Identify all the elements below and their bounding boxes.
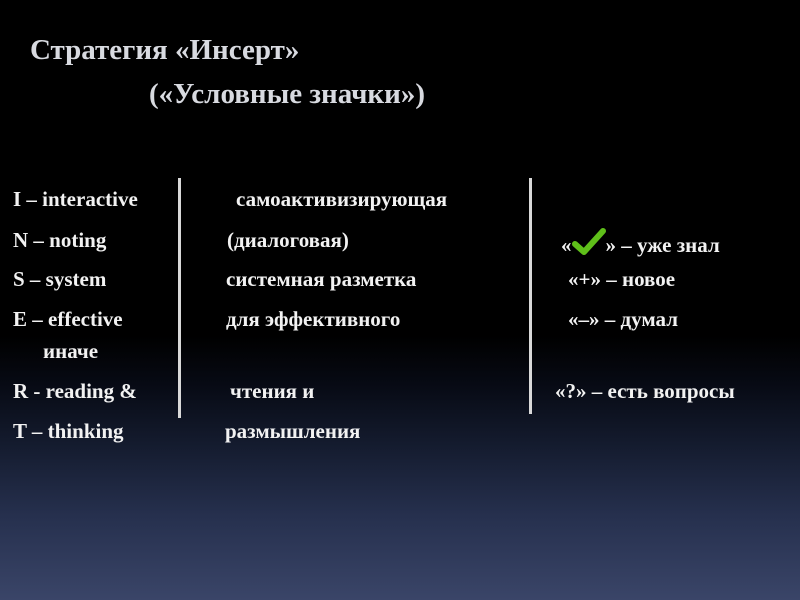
column-divider-left <box>178 178 181 418</box>
translation-4: для эффективного <box>226 307 401 331</box>
acronym-i: I – interactive <box>13 187 138 211</box>
acronym-e-continued: иначе <box>43 339 99 363</box>
acronym-s: S – system <box>13 267 107 291</box>
symbol-thought: «–» – думал <box>568 307 678 331</box>
acronym-t: T – thinking <box>13 419 124 443</box>
acronym-r: R - reading & <box>13 379 137 403</box>
translation-5: чтения и <box>230 379 315 403</box>
translation-2: (диалоговая) <box>227 228 349 252</box>
symbol-known-text: » – уже знал <box>605 233 720 257</box>
checkmark-icon <box>572 228 606 262</box>
translation-1: самоактивизирующая <box>236 187 448 211</box>
symbol-known <box>561 228 720 262</box>
title-line-1: Стратегия «Инсерт» <box>30 34 300 66</box>
symbol-questions: «?» – есть вопросы <box>555 379 735 403</box>
acronym-n: N – noting <box>13 228 107 252</box>
symbol-new: «+» – новое <box>568 267 676 291</box>
column-divider-right <box>529 178 532 414</box>
acronym-e: E – effective <box>13 307 123 331</box>
symbol-known-open: « <box>561 233 572 257</box>
translation-3: системная разметка <box>226 267 417 291</box>
title-line-2: («Условные значки») <box>149 78 425 110</box>
translation-6: размышления <box>225 419 361 443</box>
